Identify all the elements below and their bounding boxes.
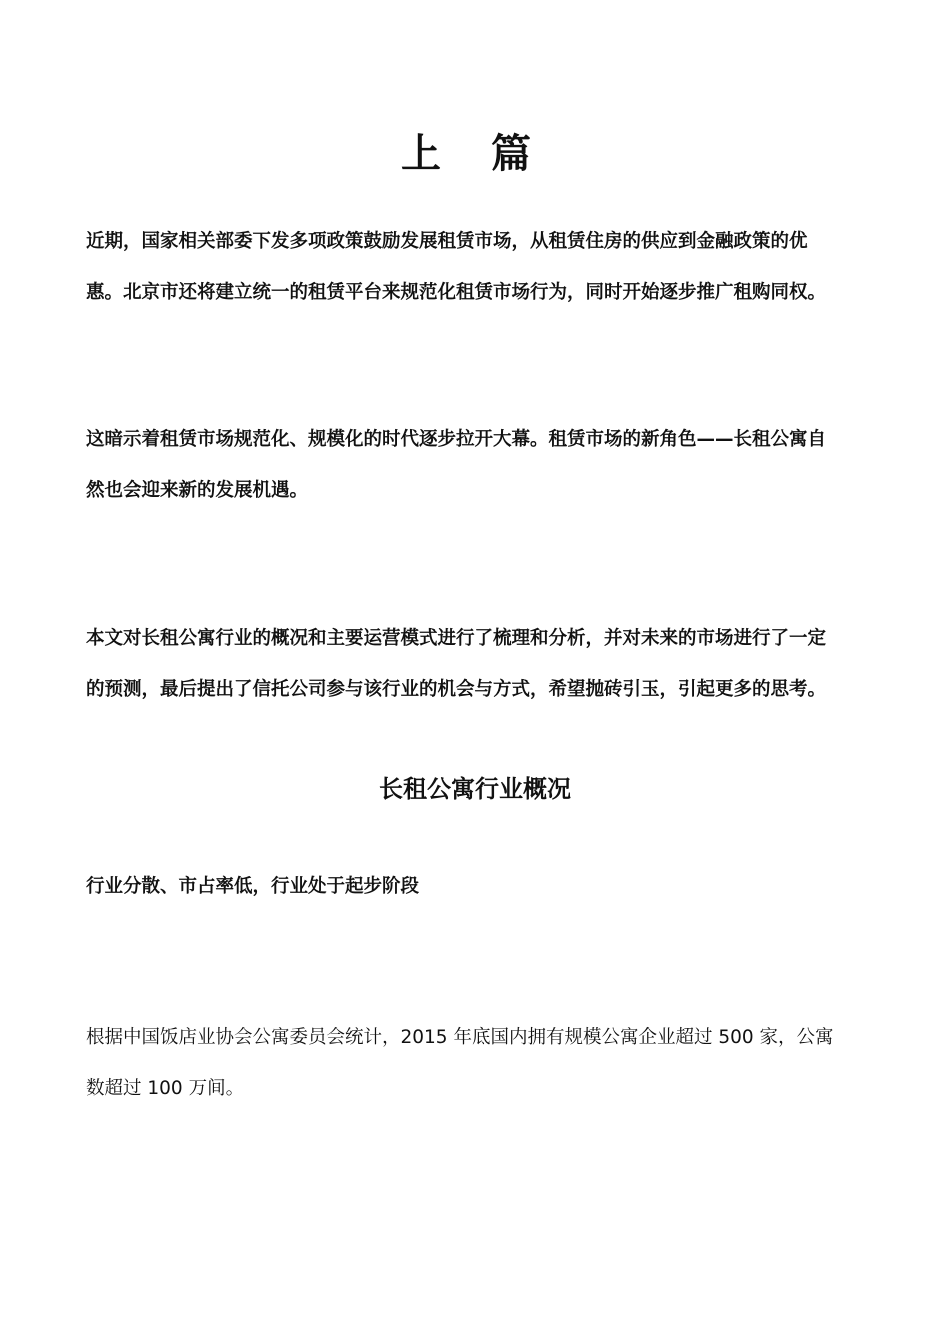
- paragraph-line: 本文对长租公寓行业的概况和主要运营模式进行了梳理和分析，并对未来的市场进行了一定: [86, 628, 827, 649]
- page-title: 上 篇: [401, 131, 549, 177]
- intro-paragraph-2: [86, 414, 858, 516]
- paragraph-line: 惠。北京市还将建立统一的租赁平台来规范化租赁市场行为，同时开始逐步推广租购同权。: [86, 282, 827, 303]
- body-paragraph: [86, 1012, 858, 1114]
- sub-heading: 行业分散、市占率低，行业处于起步阶段: [86, 876, 420, 897]
- paragraph-line: 近期，国家相关部委下发多项政策鼓励发展租赁市场，从租赁住房的供应到金融政策的优: [86, 231, 808, 252]
- paragraph-line: 然也会迎来新的发展机遇。: [86, 480, 309, 501]
- paragraph-line: 数超过 100 万间。: [86, 1078, 245, 1099]
- paragraph-line: 的预测，最后提出了信托公司参与该行业的机会与方式，希望抛砖引玉，引起更多的思考。: [86, 679, 827, 700]
- section-heading: 长租公寓行业概况: [379, 775, 571, 803]
- paragraph-line: 根据中国饭店业协会公寓委员会统计，2015 年底国内拥有规模公寓企业超过 500 家，公寓: [86, 1027, 834, 1048]
- intro-paragraph-1: [86, 216, 858, 318]
- intro-paragraph-3: [86, 613, 858, 715]
- paragraph-line: 这暗示着租赁市场规范化、规模化的时代逐步拉开大幕。租赁市场的新角色——长租公寓自: [86, 429, 827, 450]
